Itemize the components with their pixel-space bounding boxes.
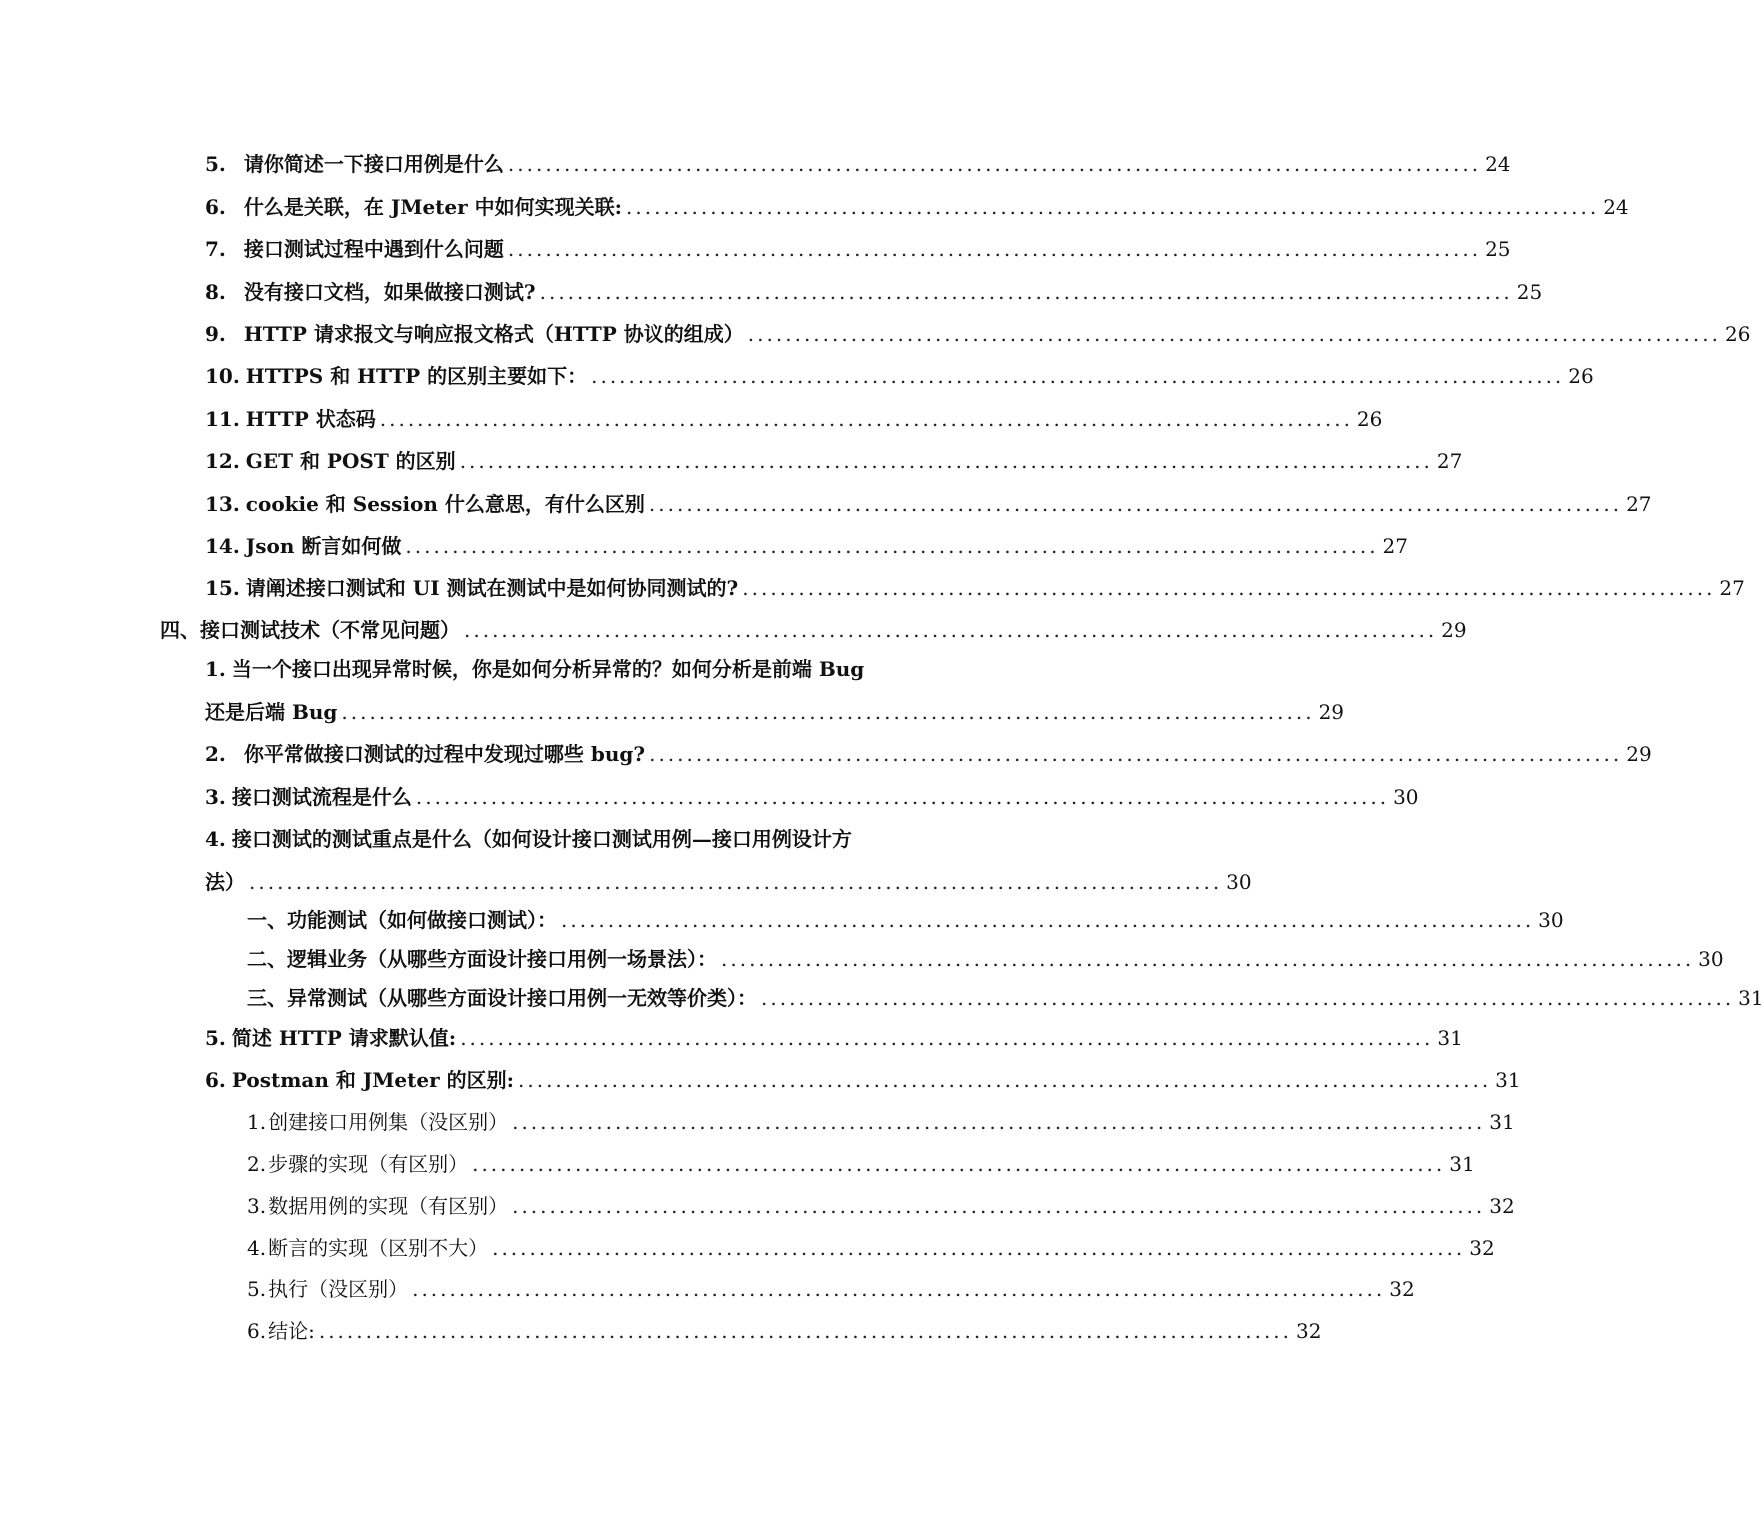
entry-number: 9. [205,322,226,346]
toc-q1-line1[interactable] [205,655,864,683]
entry-title: 你平常做接口测试的过程中发现过哪些 bug? [243,742,646,766]
page-number: 30 [1393,785,1419,809]
entry-number: 14. [205,534,240,558]
entry-number: 6. [205,195,226,219]
page-number: 31 [1489,1110,1515,1134]
leader-dots: ........................................................................................................ [405,534,1379,558]
toc-q5[interactable] [205,1024,1463,1052]
leader-dots: ........................................................................................................ [742,576,1716,600]
toc-q6-sub-6[interactable] [247,1317,1322,1345]
page-number: 32 [1296,1319,1322,1343]
toc-q6-sub-3[interactable] [247,1192,1515,1220]
toc-q4-sub-1[interactable] [247,906,1564,934]
entry-number: 1. [247,1110,267,1134]
page-number: 32 [1489,1194,1515,1218]
page-number: 25 [1485,237,1511,261]
entry-title: cookie 和 Session 什么意思，有什么区别 [245,492,645,516]
leader-dots: ........................................................................................................ [512,1194,1486,1218]
leader-dots: ........................................................................................................ [747,322,1721,346]
leader-dots: ........................................................................................................ [507,152,1482,176]
entry-title: 请阐述接口测试和 UI 测试在测试中是如何协同测试的? [245,576,739,600]
toc-entry-12[interactable] [205,447,1463,475]
entry-title: 没有接口文档，如果做接口测试? [243,280,536,304]
toc-q6-sub-1[interactable] [247,1108,1515,1136]
leader-dots: ........................................................................................................ [412,1277,1386,1301]
entry-title: 请你简述一下接口用例是什么 [243,152,504,176]
page-number: 29 [1318,700,1345,724]
toc-entry-7[interactable] [205,235,1511,263]
page-number: 25 [1516,280,1543,304]
page-number: 31 [1738,986,1764,1010]
page-number: 29 [1441,618,1467,642]
leader-dots: ........................................................................................................ [318,1319,1293,1343]
entry-number: 13. [205,492,240,516]
leader-dots: ........................................................................................................ [512,1110,1486,1134]
entry-title: 创建接口用例集（没区别） [268,1110,509,1134]
entry-title: 一、功能测试（如何做接口测试）： [247,908,557,932]
page-number: 26 [1356,407,1383,431]
entry-title: HTTP 状态码 [245,407,376,431]
entry-number: 5. [205,152,226,176]
page-number: 27 [1436,449,1463,473]
leader-dots: ........................................................................................................ [507,237,1482,261]
leader-dots: ........................................................................................................ [460,1026,1434,1050]
toc-entry-15[interactable] [205,574,1745,602]
leader-dots: ........................................................................................................ [341,700,1315,724]
entry-title: HTTPS 和 HTTP 的区别主要如下： [245,364,588,388]
entry-title: 步骤的实现（有区别） [268,1152,469,1176]
entry-title: 接口测试过程中遇到什么问题 [243,237,504,261]
leader-dots: ........................................................................................................ [648,492,1623,516]
leader-dots: ........................................................................................................ [464,618,1438,642]
entry-number: 4. [247,1236,267,1260]
entry-title: 数据用例的实现（有区别） [268,1194,509,1218]
entry-title-line1: 接口测试的测试重点是什么（如何设计接口测试用例—接口用例设计方 [231,827,852,851]
toc-entry-8[interactable] [205,278,1543,306]
toc-entry-13[interactable] [205,490,1652,518]
page-number: 26 [1568,364,1594,388]
toc-q6-sub-5[interactable] [247,1275,1415,1303]
toc-entry-11[interactable] [205,405,1383,433]
entry-title: HTTP 请求报文与响应报文格式（HTTP 协议的组成） [243,322,744,346]
entry-title: Postman 和 JMeter 的区别: [231,1068,514,1092]
entry-number: 11. [205,407,240,431]
leader-dots: ........................................................................................................ [539,280,1513,304]
entry-number: 5. [247,1277,267,1301]
entry-number: 2. [247,1152,267,1176]
page-number: 24 [1485,152,1511,176]
toc-q6-sub-4[interactable] [247,1234,1495,1262]
toc-q3[interactable] [205,783,1419,811]
page-number: 24 [1603,195,1629,219]
section-title: 四、接口测试技术（不常见问题） [160,618,460,642]
entry-title: 接口测试流程是什么 [231,785,412,809]
entry-number: 7. [205,237,226,261]
page-number: 32 [1469,1236,1495,1260]
entry-title: 断言的实现（区别不大） [268,1236,489,1260]
toc-q4-line2[interactable] [205,868,1252,896]
entry-number: 3. [205,785,226,809]
leader-dots: ........................................................................................................ [626,195,1600,219]
toc-q2[interactable] [205,740,1652,768]
leader-dots: ........................................................................................................ [379,407,1353,431]
leader-dots: ........................................................................................................ [472,1152,1446,1176]
leader-dots: ........................................................................................................ [721,947,1695,971]
entry-title-line2: 法） [205,870,245,894]
page-number: 31 [1495,1068,1521,1092]
leader-dots: ........................................................................................................ [591,364,1565,388]
entry-number: 5. [205,1026,226,1050]
toc-entry-5[interactable] [205,150,1511,178]
page-number: 31 [1437,1026,1463,1050]
toc-q4-line1[interactable] [205,825,852,853]
entry-number: 12. [205,449,240,473]
page-number: 30 [1538,908,1564,932]
entry-number: 15. [205,576,240,600]
page-number: 27 [1626,492,1652,516]
entry-number: 2. [205,742,226,766]
entry-number: 1. [205,657,226,681]
toc-entry-6[interactable] [205,193,1629,221]
entry-number: 4. [205,827,226,851]
leader-dots: ........................................................................................................ [561,908,1535,932]
entry-title: GET 和 POST 的区别 [245,449,456,473]
entry-title: Json 断言如何做 [245,534,402,558]
page-number: 27 [1719,576,1745,600]
leader-dots: ........................................................................................................ [518,1068,1492,1092]
entry-number: 8. [205,280,226,304]
leader-dots: ........................................................................................................ [249,870,1223,894]
toc-entry-9[interactable] [205,320,1751,348]
leader-dots: ........................................................................................................ [492,1236,1466,1260]
page-number: 32 [1389,1277,1415,1301]
page-number: 30 [1226,870,1252,894]
entry-number: 6. [205,1068,226,1092]
entry-title: 什么是关联，在 JMeter 中如何实现关联: [243,195,623,219]
page-number: 31 [1449,1152,1475,1176]
toc-q4-sub-2[interactable] [247,945,1724,973]
entry-title: 结论: [268,1319,315,1343]
entry-number: 6. [247,1319,267,1343]
entry-number: 10. [205,364,240,388]
toc-q6-sub-2[interactable] [247,1150,1475,1178]
leader-dots: ........................................................................................................ [649,742,1623,766]
leader-dots: ........................................................................................................ [415,785,1390,809]
page-number: 26 [1724,322,1751,346]
toc-q6[interactable] [205,1066,1521,1094]
toc-entry-10[interactable] [205,362,1594,390]
toc-q4-sub-3[interactable] [247,984,1764,1012]
leader-dots: ........................................................................................................ [459,449,1433,473]
page-number: 29 [1626,742,1652,766]
page-number: 30 [1698,947,1724,971]
entry-title-line1: 当一个接口出现异常时候，你是如何分析异常的？如何分析是前端 Bug [231,657,865,681]
entry-title-line2: 还是后端 Bug [205,700,338,724]
entry-title: 二、逻辑业务（从哪些方面设计接口用例一场景法）： [247,947,717,971]
toc-entry-14[interactable] [205,532,1408,560]
page-number: 27 [1382,534,1408,558]
entry-title: 执行（没区别） [268,1277,409,1301]
toc-q1-line2[interactable] [205,698,1345,726]
entry-number: 3. [247,1194,267,1218]
entry-title: 三、异常测试（从哪些方面设计接口用例一无效等价类）： [247,986,757,1010]
leader-dots: ........................................................................................................ [761,986,1735,1010]
entry-title: 简述 HTTP 请求默认值: [231,1026,457,1050]
toc-section-4[interactable] [160,616,1467,644]
